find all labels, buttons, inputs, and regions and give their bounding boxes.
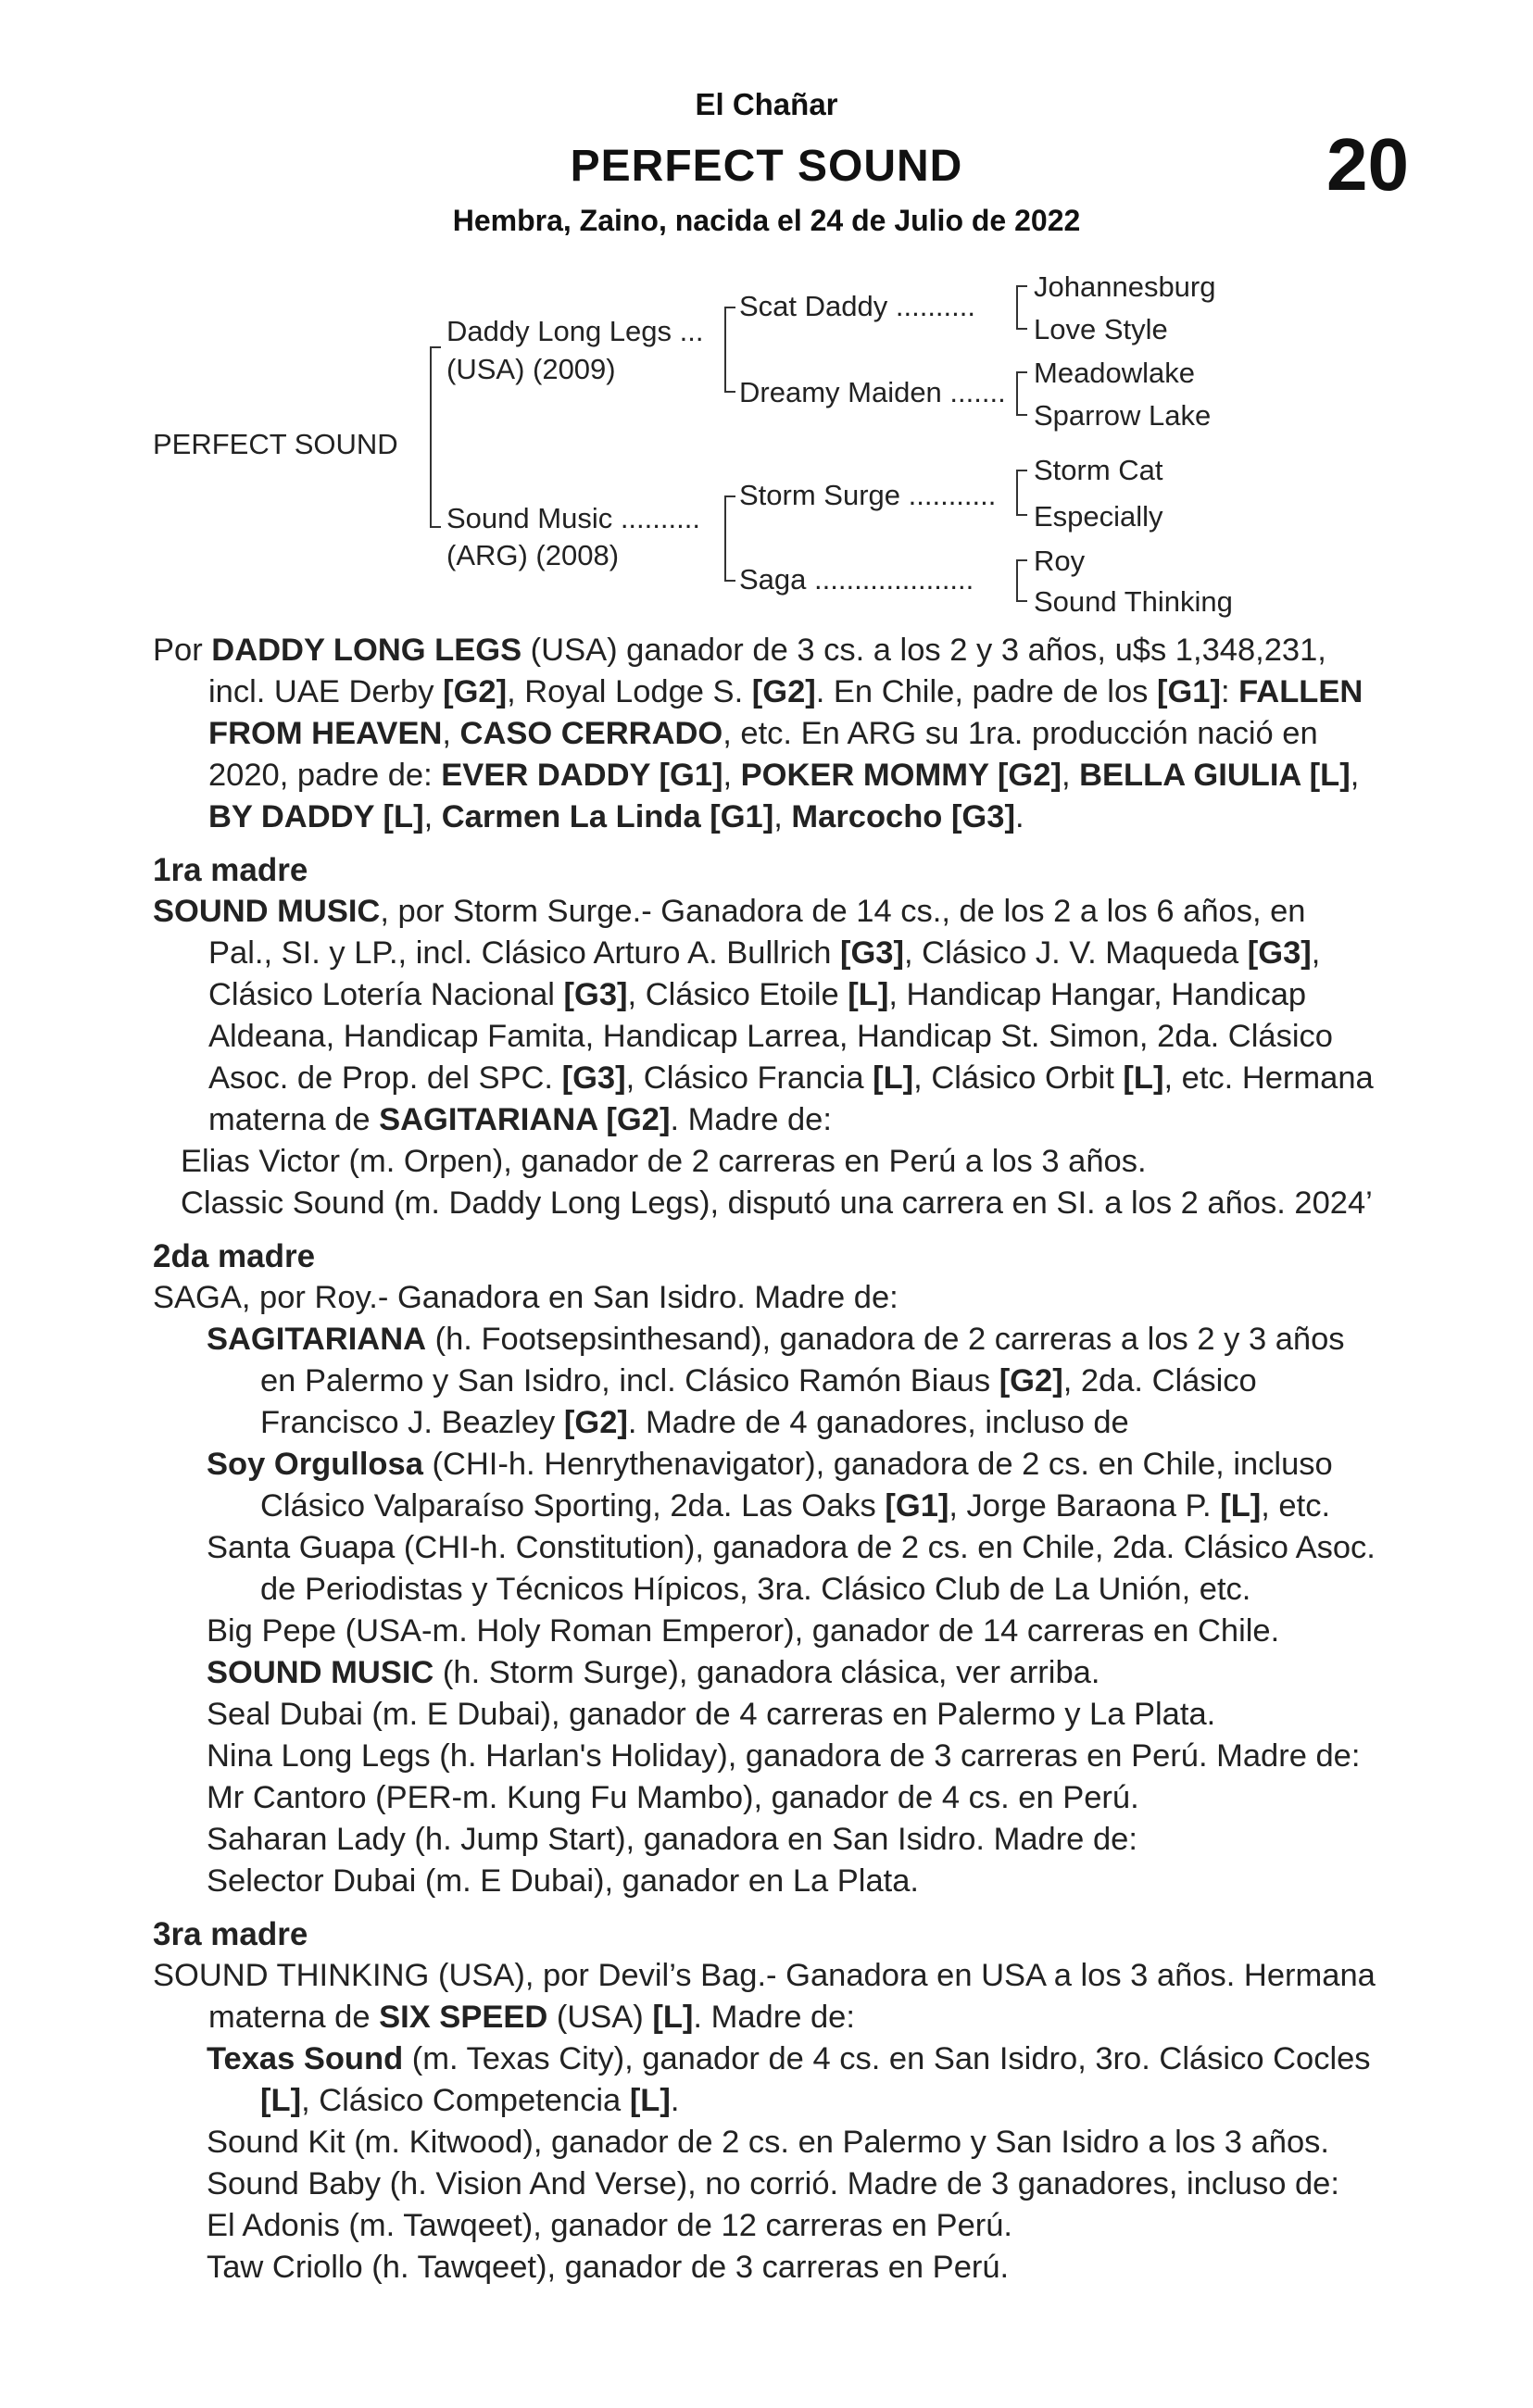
farm-name: El Chañar — [695, 87, 838, 121]
bracket-line — [724, 495, 735, 497]
bold-text: DADDY LONG LEGS — [211, 633, 522, 668]
bold-text: SOUND MUSIC — [207, 1655, 434, 1690]
bold-text: [L] — [260, 2083, 302, 2118]
text-run: , Jorge Baraona P. — [949, 1488, 1221, 1524]
pedigree-gg-2: Love Style — [1034, 313, 1168, 345]
body-paragraph — [153, 1819, 1376, 1861]
text-run: , — [773, 799, 792, 834]
bracket-line — [1016, 371, 1018, 416]
text-run: SOUND THINKING (USA), por Devil’s Bag.- Ganadora en USA a los 3 años. Hermana materna de — [153, 1958, 1376, 2035]
bold-text: BY DADDY [L] — [208, 799, 424, 834]
body-paragraph — [153, 1277, 1376, 1319]
text-run: Saharan Lady (h. Jump Start), ganadora en San Isidro. Madre de: — [207, 1822, 1137, 1857]
body-paragraph — [153, 891, 1376, 1141]
section-heading: 1ra madre — [153, 852, 308, 888]
text-run: El Adonis (m. Tawqeet), ganador de 12 carreras en Perú. — [207, 2208, 1013, 2243]
horse-name: PERFECT SOUND — [570, 142, 963, 191]
bracket-line — [724, 307, 726, 393]
text-run: , — [723, 758, 741, 793]
bold-text: [G2] — [751, 674, 816, 709]
text-run: Sound Baby (h. Vision And Verse), no corrió. Madre de 3 ganadores, incluso de: — [207, 2166, 1339, 2201]
text-run: (m. Texas City), ganador de 4 cs. en San Isidro, 3ro. Clásico Cocles — [403, 2041, 1371, 2076]
text-run: . En Chile, padre de los — [815, 674, 1157, 709]
text-run: , Clásico J. V. Maqueda — [903, 935, 1248, 971]
bracket-line — [1016, 285, 1018, 330]
text-run: , por Storm Surge.- Ganadora de 14 cs., de los 2 a los 6 años, en Pal., SI. y LP., incl. Clásico Arturo A. Bullrich — [208, 894, 1306, 971]
pedigree-sire: Daddy Long Legs ... — [446, 315, 704, 347]
bold-text: [G3] — [563, 977, 628, 1012]
body-paragraph — [153, 1527, 1376, 1611]
bold-text: CASO CERRADO — [459, 716, 723, 751]
text-run: Taw Criollo (h. Tawqeet), ganador de 3 carreras en Perú. — [207, 2250, 1010, 2285]
bold-text: [G2] — [999, 1363, 1063, 1398]
bold-text: [G3] — [1247, 935, 1312, 971]
bracket-line — [724, 391, 735, 393]
bold-text: [G3] — [561, 1060, 626, 1096]
bold-text: Soy Orgullosa — [207, 1447, 423, 1482]
text-run: (h. Footsepsinthesand), ganadora de 2 carreras a los 2 y 3 años en Palermo y San Isidro, incl. Clásico Ramón Biaus — [260, 1322, 1345, 1398]
bold-text: SAGITARIANA — [207, 1322, 427, 1357]
body-paragraph — [153, 1777, 1376, 1819]
bold-text: [G2] — [563, 1405, 628, 1440]
text-run: , Royal Lodge S. — [507, 674, 752, 709]
body-paragraph — [153, 1861, 1376, 1902]
text-run: , etc. Hermana materna de — [208, 1060, 1374, 1137]
body-paragraph — [153, 1694, 1376, 1736]
bracket-line — [1016, 285, 1027, 287]
text-run: . Madre de: — [670, 1102, 832, 1137]
text-run: . — [1014, 799, 1024, 834]
bold-text: [L] — [629, 2083, 671, 2118]
pedigree-dam-origin: (ARG) (2008) — [446, 539, 620, 571]
text-run: Santa Guapa (CHI-h. Constitution), ganadora de 2 cs. en Chile, 2da. Clásico Asoc. de Periodistas y Técnicos Hípicos, 3ra. Clásico Club de La Unión, etc. — [207, 1530, 1376, 1607]
text-run: Nina Long Legs (h. Harlan's Holiday), ganadora de 3 carreras en Perú. Madre de: — [207, 1738, 1361, 1774]
text-run: Seal Dubai (m. E Dubai), ganador de 4 carreras en Palermo y La Plata. — [207, 1697, 1216, 1732]
bracket-line — [724, 307, 735, 308]
bold-text: Carmen La Linda [G1] — [441, 799, 774, 834]
text-run: Selector Dubai (m. E Dubai), ganador en La Plata. — [207, 1863, 920, 1899]
bracket-line — [1016, 371, 1027, 373]
bracket-line — [1016, 414, 1027, 416]
text-run: (USA) — [547, 2000, 653, 2035]
bracket-line — [724, 580, 735, 582]
body-paragraph — [153, 2163, 1376, 2205]
section-heading: 2da madre — [153, 1238, 316, 1274]
horse-subtitle: Hembra, Zaino, nacida el 24 de Julio de 2022 — [452, 204, 1081, 237]
bold-text: [G1] — [1156, 674, 1221, 709]
section-heading: 3ra madre — [153, 1916, 308, 1952]
bold-text: Texas Sound — [207, 2041, 404, 2076]
pedigree-gg-3: Meadowlake — [1034, 357, 1196, 389]
bracket-line — [1016, 470, 1027, 471]
bold-text: BELLA GIULIA [L] — [1079, 758, 1351, 793]
text-run: , Handicap Hangar, Handicap Aldeana, Handicap Famita, Handicap Larrea, Handicap St. Simon, 2da. Clásico Asoc. de Prop. del SPC. — [208, 977, 1333, 1096]
bracket-line — [430, 346, 432, 528]
text-run: Mr Cantoro (PER-m. Kung Fu Mambo), ganador de 4 cs. en Perú. — [207, 1780, 1139, 1815]
text-run: . Madre de: — [693, 2000, 855, 2035]
bracket-line — [1016, 559, 1027, 561]
bold-text: [G1] — [885, 1488, 949, 1524]
catalog-body — [153, 630, 1376, 2289]
text-run: , — [442, 716, 460, 751]
text-run: Sound Kit (m. Kitwood), ganador de 2 cs. en Palermo y San Isidro a los 3 años. — [207, 2125, 1329, 2160]
text-run: Classic Sound (m. Daddy Long Legs), disputó una carrera en SI. a los 2 años. 2024’ — [181, 1185, 1373, 1221]
text-run: , 2da. Clásico Francisco J. Beazley — [260, 1363, 1257, 1440]
body-paragraph — [153, 1611, 1376, 1652]
text-run: (CHI-h. Henrythenavigator), ganadora de 2 cs. en Chile, incluso Clásico Valparaíso Sporting, 2da. Las Oaks — [260, 1447, 1333, 1524]
body-paragraph — [153, 630, 1376, 838]
bracket-line — [430, 346, 441, 348]
body-paragraph — [153, 2247, 1376, 2289]
text-run: : — [1220, 674, 1239, 709]
body-paragraph — [153, 2205, 1376, 2247]
text-run: Big Pepe (USA-m. Holy Roman Emperor), ganador de 14 carreras en Chile. — [207, 1613, 1280, 1649]
bold-text: SOUND MUSIC — [153, 894, 381, 929]
text-run: , Clásico Etoile — [627, 977, 848, 1012]
text-run: , — [1350, 758, 1360, 793]
bold-text: [L] — [652, 2000, 694, 2035]
bold-text: [L] — [873, 1060, 914, 1096]
pedigree-gg-1: Johannesburg — [1034, 270, 1216, 303]
body-paragraph — [153, 2122, 1376, 2163]
text-run: SAGA, por Roy.- Ganadora en San Isidro. Madre de: — [153, 1280, 898, 1315]
body-paragraph — [153, 2038, 1376, 2122]
text-run: , Clásico Francia — [625, 1060, 873, 1096]
body-paragraph — [153, 1319, 1376, 1444]
lot-number: 20 — [1326, 123, 1409, 206]
bold-text: [L] — [1123, 1060, 1164, 1096]
text-run: Por — [153, 633, 212, 668]
bold-text: [L] — [1220, 1488, 1262, 1524]
text-run: , Clásico Competencia — [301, 2083, 630, 2118]
pedigree-dam-sire: Storm Surge ........... — [739, 479, 997, 511]
bracket-line — [1016, 470, 1018, 516]
bold-text: SAGITARIANA [G2] — [379, 1102, 671, 1137]
bold-text: [G2] — [443, 674, 508, 709]
pedigree-gg-4: Sparrow Lake — [1034, 399, 1212, 432]
bold-text: SIX SPEED — [379, 2000, 548, 2035]
bracket-line — [1016, 600, 1027, 602]
text-run: , — [423, 799, 442, 834]
text-run: , etc. En ARG su 1ra. producción nació en 2020, padre de: — [208, 716, 1318, 793]
body-paragraph — [153, 1955, 1376, 2038]
bracket-line — [1016, 328, 1027, 330]
bracket-line — [1016, 514, 1027, 516]
pedigree-dam: Sound Music .......... — [446, 502, 700, 534]
pedigree-sire-origin: (USA) (2009) — [446, 353, 616, 385]
body-paragraph — [153, 1444, 1376, 1527]
pedigree-gg-5: Storm Cat — [1034, 454, 1163, 486]
pedigree-dam-dam: Saga .................... — [739, 563, 974, 596]
body-paragraph — [153, 1141, 1376, 1183]
bold-text: [L] — [848, 977, 889, 1012]
pedigree-subject: PERFECT SOUND — [153, 428, 398, 460]
bracket-line — [724, 495, 726, 582]
pedigree-sire-sire: Scat Daddy .......... — [739, 290, 975, 322]
bold-text: Marcocho [G3] — [791, 799, 1015, 834]
bold-text: POKER MOMMY [G2] — [740, 758, 1062, 793]
pedigree-gg-6: Especially — [1034, 500, 1163, 533]
text-run: , etc. — [1261, 1488, 1331, 1524]
text-run: , — [1061, 758, 1080, 793]
text-run: . — [670, 2083, 680, 2118]
body-paragraph — [153, 1652, 1376, 1694]
pedigree-sire-dam: Dreamy Maiden ....... — [739, 376, 1006, 408]
bold-text: [G3] — [839, 935, 904, 971]
body-paragraph — [153, 1736, 1376, 1777]
pedigree-gg-8: Sound Thinking — [1034, 585, 1233, 618]
pedigree-gg-7: Roy — [1034, 545, 1086, 577]
bracket-line — [1016, 559, 1018, 602]
bracket-line — [430, 526, 441, 528]
bold-text: FALLEN FROM HEAVEN — [208, 674, 1363, 751]
text-run: . Madre de 4 ganadores, incluso de — [627, 1405, 1129, 1440]
body-paragraph — [153, 1183, 1376, 1224]
text-run: Elias Victor (m. Orpen), ganador de 2 carreras en Perú a los 3 años. — [181, 1144, 1147, 1179]
text-run: (USA) ganador de 3 cs. a los 2 y 3 años, u$s 1,348,231, incl. UAE Derby — [208, 633, 1326, 709]
bold-text: EVER DADDY [G1] — [441, 758, 723, 793]
text-run: , Clásico Orbit — [913, 1060, 1124, 1096]
text-run: , Clásico Lotería Nacional — [208, 935, 1321, 1012]
text-run: (h. Storm Surge), ganadora clásica, ver arriba. — [434, 1655, 1100, 1690]
